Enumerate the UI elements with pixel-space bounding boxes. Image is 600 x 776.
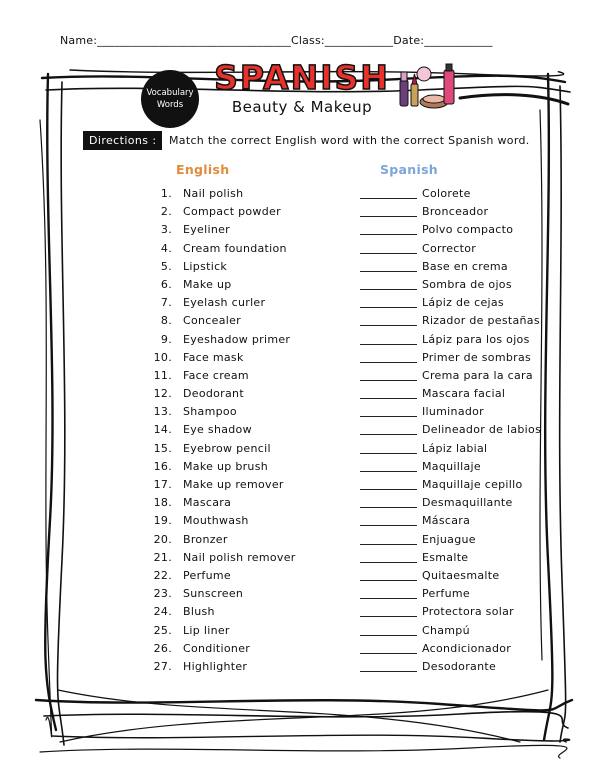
vocab-row: [0, 405, 600, 423]
worksheet-header: Name:__________________________________Class:____________Date:____________: [60, 34, 493, 47]
answer-blank[interactable]: [360, 671, 417, 672]
spanish-word: Corrector: [422, 241, 477, 255]
spanish-word: Rizador de pestañas: [422, 314, 540, 328]
english-word: Deodorant: [183, 387, 244, 401]
vocab-row: [0, 423, 600, 441]
english-word: Nail polish remover: [183, 550, 296, 564]
answer-blank[interactable]: [360, 307, 417, 308]
vocab-row: [0, 660, 600, 678]
spanish-word: Crema para la cara: [422, 368, 533, 382]
answer-blank[interactable]: [360, 216, 417, 217]
row-number: 15.: [153, 441, 172, 455]
spanish-word: Champú: [422, 623, 470, 637]
spanish-word: Desmaquillante: [422, 496, 513, 510]
spanish-word: Lápiz para los ojos: [422, 332, 530, 346]
spanish-word: Perfume: [422, 587, 470, 601]
answer-blank[interactable]: [360, 453, 417, 454]
answer-blank[interactable]: [360, 471, 417, 472]
spanish-word: Mascara facial: [422, 387, 506, 401]
vocab-row: [0, 278, 600, 296]
row-number: 8.: [160, 314, 172, 328]
row-number: 12.: [153, 387, 172, 401]
spanish-word: Acondicionador: [422, 641, 512, 655]
spanish-word: Bronceador: [422, 205, 489, 219]
row-number: 22.: [153, 568, 172, 582]
answer-blank[interactable]: [360, 507, 417, 508]
row-number: 7.: [160, 296, 172, 310]
row-number: 21.: [153, 550, 172, 564]
title-main: SPANISH: [214, 58, 390, 97]
english-word: Make up brush: [183, 459, 269, 473]
answer-blank[interactable]: [360, 562, 417, 563]
badge-line-1: Vocabulary: [146, 88, 194, 98]
spanish-word: Lápiz labial: [422, 441, 488, 455]
spanish-word: Máscara: [422, 514, 471, 528]
vocab-row: [0, 460, 600, 478]
spanish-word: Base en crema: [422, 259, 508, 273]
vocab-row: [0, 260, 600, 278]
spanish-word: Polvo compacto: [422, 223, 514, 237]
answer-blank[interactable]: [360, 434, 417, 435]
vocab-row: [0, 314, 600, 332]
english-word: Shampoo: [183, 405, 237, 419]
row-number: 14.: [153, 423, 172, 437]
vocab-row: [0, 605, 600, 623]
english-word: Compact powder: [183, 205, 281, 219]
vocab-row: [0, 514, 600, 532]
vocab-row: [0, 642, 600, 660]
answer-blank[interactable]: [360, 325, 417, 326]
answer-blank[interactable]: [360, 198, 417, 199]
english-word: Lip liner: [183, 623, 230, 637]
row-number: 9.: [160, 332, 172, 346]
vocab-row: [0, 242, 600, 260]
vocab-row: [0, 187, 600, 205]
english-word: Lipstick: [183, 259, 228, 273]
vocab-row: [0, 569, 600, 587]
answer-blank[interactable]: [360, 635, 417, 636]
spanish-word: Maquillaje: [422, 459, 481, 473]
vocabulary-words-badge: [141, 70, 199, 128]
answer-blank[interactable]: [360, 362, 417, 363]
answer-blank[interactable]: [360, 489, 417, 490]
spanish-word: Desodorante: [422, 659, 497, 673]
spanish-word: Sombra de ojos: [422, 277, 512, 291]
vocab-row: [0, 587, 600, 605]
vocab-row: [0, 478, 600, 496]
answer-blank[interactable]: [360, 525, 417, 526]
english-word: Concealer: [183, 314, 241, 328]
vocab-row: [0, 369, 600, 387]
answer-blank[interactable]: [360, 380, 417, 381]
row-number: 5.: [160, 259, 172, 273]
english-word: Conditioner: [183, 641, 251, 655]
row-number: 27.: [153, 659, 172, 673]
vocab-row: [0, 223, 600, 241]
spanish-word: Delineador de labios: [422, 423, 542, 437]
row-number: 6.: [160, 277, 172, 291]
vocabulary-list: [0, 187, 600, 678]
answer-blank[interactable]: [360, 598, 417, 599]
row-number: 23.: [153, 587, 172, 601]
makeup-icon: [396, 62, 460, 114]
answer-blank[interactable]: [360, 271, 417, 272]
spanish-word: Maquillaje cepillo: [422, 478, 523, 491]
vocab-row: [0, 533, 600, 551]
row-number: 10.: [153, 350, 172, 364]
vocab-row: [0, 205, 600, 223]
english-word: Cream foundation: [183, 241, 287, 255]
row-number: 1.: [160, 187, 172, 200]
row-number: 26.: [153, 641, 172, 655]
answer-blank[interactable]: [360, 398, 417, 399]
spanish-word: Colorete: [422, 187, 471, 200]
spanish-word: Lápiz de cejas: [422, 296, 504, 310]
title-subtitle: Beauty & Makeup: [231, 98, 373, 116]
answer-blank[interactable]: [360, 253, 417, 254]
row-number: 16.: [153, 459, 172, 473]
row-number: 2.: [160, 205, 172, 219]
english-word: Make up remover: [183, 478, 284, 491]
english-word: Face cream: [183, 368, 249, 382]
answer-blank[interactable]: [360, 616, 417, 617]
answer-blank[interactable]: [360, 344, 417, 345]
row-number: 25.: [153, 623, 172, 637]
row-number: 24.: [153, 605, 172, 619]
row-number: 20.: [153, 532, 172, 546]
vocab-row: [0, 296, 600, 314]
english-word: Eyelash curler: [183, 296, 266, 310]
spanish-word: Iluminador: [422, 405, 484, 419]
vocab-row: [0, 551, 600, 569]
english-word: Eyeshadow primer: [183, 332, 291, 346]
spanish-word: Protectora solar: [422, 605, 514, 619]
row-number: 11.: [153, 368, 172, 382]
answer-blank[interactable]: [360, 580, 417, 581]
row-number: 3.: [160, 223, 172, 237]
row-number: 19.: [153, 514, 172, 528]
english-word: Eye shadow: [183, 423, 252, 437]
column-header-spanish: Spanish: [380, 162, 439, 177]
english-word: Perfume: [183, 568, 231, 582]
answer-blank[interactable]: [360, 653, 417, 654]
row-number: 13.: [153, 405, 172, 419]
english-word: Highlighter: [183, 659, 248, 673]
directions-label: Directions :: [83, 131, 162, 150]
vocab-row: [0, 351, 600, 369]
spanish-word: Esmalte: [422, 550, 469, 564]
spanish-word: Primer de sombras: [422, 350, 532, 364]
column-header-english: English: [176, 162, 230, 177]
vocab-row: [0, 496, 600, 514]
spanish-word: Quitaesmalte: [422, 568, 500, 582]
english-word: Mouthwash: [183, 514, 249, 528]
english-word: Eyebrow pencil: [183, 441, 271, 455]
answer-blank[interactable]: [360, 544, 417, 545]
english-word: Blush: [183, 605, 215, 619]
answer-blank[interactable]: [360, 234, 417, 235]
english-word: Eyeliner: [183, 223, 231, 237]
answer-blank[interactable]: [360, 289, 417, 290]
vocab-row: [0, 333, 600, 351]
spanish-word: Enjuague: [422, 532, 476, 546]
row-number: 4.: [160, 241, 172, 255]
row-number: 18.: [153, 496, 172, 510]
directions-text: Match the correct English word with the correct Spanish word.: [169, 134, 530, 147]
english-word: Sunscreen: [183, 587, 244, 601]
english-word: Face mask: [183, 350, 244, 364]
vocab-row: [0, 387, 600, 405]
answer-blank[interactable]: [360, 416, 417, 417]
english-word: Bronzer: [183, 532, 228, 546]
row-number: 17.: [153, 478, 172, 491]
english-word: Mascara: [183, 496, 232, 510]
english-word: Make up: [183, 277, 232, 291]
badge-line-2: Words: [156, 100, 184, 110]
english-word: Nail polish: [183, 187, 244, 200]
vocab-row: [0, 624, 600, 642]
vocab-row: [0, 442, 600, 460]
